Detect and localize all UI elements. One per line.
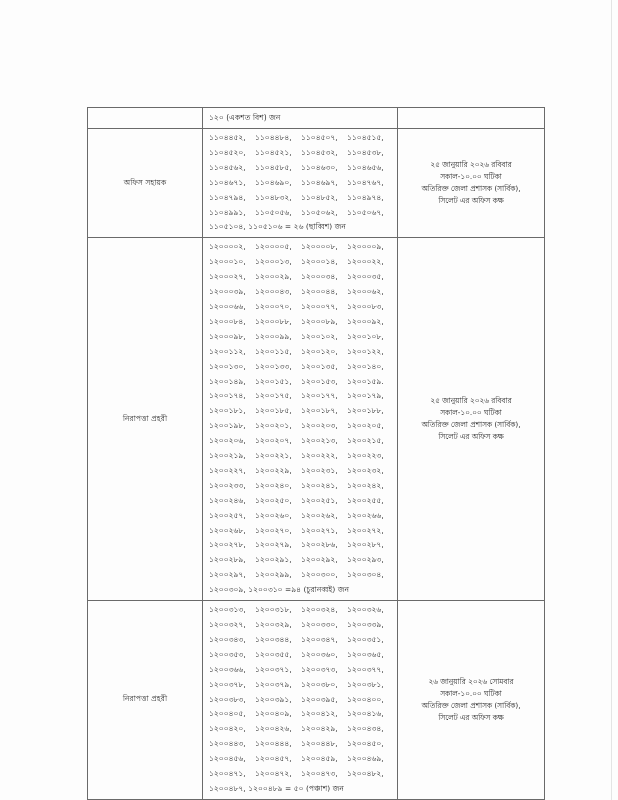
roll-number: ১২০০৩৬৬, — [209, 664, 246, 674]
carryover-row — [88, 108, 545, 129]
roll-total: ১১০৫১০৪, ১১০৫১০৬ = ২৬ (ছাব্বিশ) জন — [209, 222, 346, 232]
roll-number: ১১০৪৬৯৭, — [301, 177, 338, 187]
roll-number: ১২০০৪৫৬, — [209, 754, 246, 764]
roll-number: ১২০০১৭৯, — [347, 391, 384, 401]
post-section-row — [88, 601, 545, 800]
roll-number: ১২০০২৬২, — [301, 510, 338, 520]
roll-line — [209, 618, 394, 633]
roll-line — [209, 285, 394, 300]
roll-number: ১১০৪৭৯৪, — [209, 192, 246, 202]
exam-venue-cell — [398, 129, 545, 238]
roll-total-line — [209, 782, 394, 797]
roll-line — [209, 360, 394, 375]
roll-line — [209, 693, 394, 708]
roll-number: ১২০০৪০৫, — [209, 709, 246, 719]
roll-number: ১২০০৩২৬, — [347, 605, 384, 615]
roll-number: ১২০০৩০৪, — [347, 570, 384, 580]
roll-line — [209, 315, 394, 330]
roll-number: ১২০০০৭৭, — [301, 301, 338, 311]
roll-number: ১২০০২২৭, — [209, 465, 246, 475]
roll-line — [209, 404, 394, 419]
roll-line — [209, 752, 394, 767]
roll-number: ১২০০২৯৩, — [347, 555, 384, 565]
venue-line: সিলেট এর অফিস কক্ষ — [438, 432, 504, 442]
roll-number: ১১০৫০৬২, — [301, 207, 338, 217]
roll-total: ১২০০৩০৯, ১২০০৩১০ =৯৪ (চুরানব্বই) জন — [209, 585, 349, 595]
page-edge — [611, 0, 612, 800]
roll-number: ১২০০০৬২, — [347, 287, 384, 297]
roll-number: ১১০৫০৫৬, — [255, 207, 292, 217]
roll-line — [209, 345, 394, 360]
roll-line — [209, 722, 394, 737]
roll-number: ১২০০১২২, — [347, 346, 384, 356]
roll-number: ১২০০৪৬৯, — [347, 754, 384, 764]
roll-line — [209, 648, 394, 663]
roll-line — [209, 737, 394, 752]
roll-number: ১২০০১৮১, — [209, 406, 246, 416]
roll-number: ১২০০২৬৮, — [209, 525, 246, 535]
roll-line — [209, 255, 394, 270]
roll-number: ১২০০৩৬৫, — [347, 649, 384, 659]
roll-number: ১২০০২৫০, — [255, 495, 292, 505]
roll-number: ১২০০০০৯, — [347, 242, 384, 252]
roll-line — [209, 191, 394, 206]
carryover-total: ১২০ (একশত বিশ) জন — [203, 108, 398, 129]
venue-line: অতিরিক্ত জেলা প্রশাসক (সার্বিক), — [421, 420, 521, 430]
venue-line: সিলেট এর অফিস কক্ষ — [438, 712, 504, 722]
roll-number: ১২০০০৮৩, — [347, 301, 384, 311]
roll-line — [209, 509, 394, 524]
roll-number: ১১০৪৫৬২, — [209, 162, 246, 172]
roll-number: ১১০৪৪৮৪, — [255, 133, 292, 142]
roll-number: ১২০০২৪৬, — [209, 495, 246, 505]
exam-venue-cell — [398, 238, 545, 601]
roll-number: ১২০০৪৭১, — [209, 769, 246, 779]
roll-number: ১২০০৩৭৮, — [209, 679, 246, 689]
roll-number: ১২০০০১৪, — [301, 257, 338, 267]
roll-number: ১২০০০৯৯, — [255, 331, 292, 341]
roll-number: ১২০০২৩২, — [347, 465, 384, 475]
roll-number: ১২০০০২২, — [347, 257, 384, 267]
roll-number: ১২০০০৯৮, — [209, 331, 246, 341]
roll-number: ১২০০৩২৭, — [209, 620, 246, 629]
roll-number: ১২০০৪৫৯, — [301, 754, 338, 764]
roll-number: ১২০০১১২, — [209, 346, 246, 356]
roll-number: ১২০০০১৩, — [255, 257, 292, 267]
roll-number: ১২০০২৯৭, — [209, 570, 246, 580]
venue-line: সকাল-১০.০০ ঘটিকা — [440, 408, 502, 418]
roll-number: ১২০০৩৭৩, — [301, 664, 338, 674]
roll-number: ১২০০৩৮৩, — [209, 694, 246, 704]
post-name: অফিস সহায়ক — [88, 129, 203, 238]
roll-number: ১২০০০০৮, — [301, 242, 338, 252]
roll-number: ১২০০১৪০, — [347, 361, 384, 371]
roll-number: ১২০০৩৪৪, — [255, 634, 292, 644]
roll-number: ১২০০১২০, — [301, 346, 338, 356]
roll-number: ১১০৪৬৩০, — [301, 162, 338, 172]
roll-number: ১২০০৪৫৭, — [255, 754, 292, 764]
roll-number: ১২০০৩৩৯, — [347, 620, 384, 629]
roll-numbers-cell — [203, 601, 398, 800]
roll-number: ১২০০২৮৬, — [301, 540, 338, 550]
post-section-row — [88, 238, 545, 601]
roll-number: ১২০০২৮৭, — [347, 540, 384, 550]
roll-number: ১২০০০৩৯, — [209, 287, 246, 297]
roll-number: ১২০০২৩১, — [301, 465, 338, 475]
venue-line: অতিরিক্ত জেলা প্রশাসক (সার্বিক), — [421, 184, 521, 194]
roll-number: ১২০০৪৮২, — [347, 769, 384, 779]
roll-number: ১২০০২৭০, — [255, 525, 292, 535]
roll-number: ১২০০০৮৮, — [255, 316, 292, 326]
roll-line — [209, 568, 394, 583]
roll-line — [209, 633, 394, 648]
roll-number: ১২০০১৫৯. — [347, 376, 384, 386]
roll-number: ১২০০২৫৭, — [209, 510, 246, 520]
roll-number: ১২০০২৮৯, — [209, 555, 246, 565]
roll-number: ১২০০২৪১, — [301, 480, 338, 490]
roll-number: ১২০০২৭১, — [301, 525, 338, 535]
roll-line — [209, 206, 394, 221]
roll-number: ১২০০১৭৭, — [301, 391, 338, 401]
roll-line — [209, 300, 394, 315]
roll-line — [209, 603, 394, 618]
roll-number: ১১০৪৫১৫, — [347, 133, 384, 142]
roll-number: ১২০০২৯৯, — [255, 570, 292, 580]
roll-line — [209, 479, 394, 494]
roll-number: ১২০০৪১৬, — [347, 709, 384, 719]
roll-number: ১২০০১৪৯, — [209, 376, 246, 386]
roll-number: ১২০০৪৪৩, — [209, 739, 246, 749]
roll-number: ১২০০২০৩, — [301, 421, 338, 431]
roll-number: ১২০০২১৫, — [347, 436, 384, 446]
roll-number: ১১০৪৪৫২, — [209, 133, 246, 142]
roll-line — [209, 767, 394, 782]
roll-number: ১২০০২১৩, — [301, 436, 338, 446]
roll-number: ১২০০৩৪৭, — [301, 634, 338, 644]
roll-number: ১১০৪৫৮৫, — [255, 162, 292, 172]
roll-number: ১১০৪৫৩২, — [301, 147, 338, 157]
roll-number: ১২০০৪২৯, — [301, 724, 338, 734]
roll-line — [209, 176, 394, 191]
roll-number: ১২০০৩৫৩, — [209, 649, 246, 659]
roll-number: ১২০০১০৮, — [347, 331, 384, 341]
roll-number: ১২০০০৩৪, — [301, 272, 338, 282]
roll-number: ১১০৪৯৭৪, — [347, 192, 384, 202]
roll-number: ১২০০১৩৫, — [301, 361, 338, 371]
venue-line: অতিরিক্ত জেলা প্রশাসক (সার্বিক), — [421, 700, 521, 710]
roll-number: ১২০০৩৪৩, — [209, 634, 246, 644]
venue-line: ২৬ জানুয়ারি ২০২৬ সোমবার — [428, 676, 514, 686]
roll-number: ১১০৪৫২১, — [255, 147, 292, 157]
roll-number: ১২০০৩২৪, — [301, 605, 338, 615]
post-name: নিরাপত্তা প্রহরী — [88, 601, 203, 800]
roll-number: ১২০০২০৬, — [209, 436, 246, 446]
roll-number: ১২০০২৪০, — [255, 480, 292, 490]
roll-number: ১২০০২৬০, — [255, 510, 292, 520]
roll-number: ১২০০২৪২, — [347, 480, 384, 490]
roll-line — [209, 464, 394, 479]
roll-number: ১২০০৪০০, — [347, 694, 384, 704]
roll-line — [209, 146, 394, 161]
roll-number: ১২০০২৫১, — [301, 495, 338, 505]
roll-number: ১১০৪৮৩২, — [255, 192, 292, 202]
roll-line — [209, 678, 394, 693]
post-name: নিরাপত্তা প্রহরী — [88, 238, 203, 601]
roll-number: ১২০০৩৫৫, — [255, 649, 292, 659]
roll-number: ১২০০০৩৫, — [347, 272, 384, 282]
roll-number: ১২০০০২৯, — [255, 272, 292, 282]
roll-number: ১২০০২৭৮, — [209, 540, 246, 550]
roll-number-table — [87, 107, 545, 800]
roll-number: ১২০০৪৩৪, — [347, 724, 384, 734]
roll-number: ১২০০৩৮০, — [301, 679, 338, 689]
roll-number: ১২০০০৮৪, — [209, 316, 246, 326]
roll-number: ১২০০৪২৬, — [255, 724, 292, 734]
roll-line — [209, 375, 394, 390]
roll-number: ১২০০৪৭২, — [255, 769, 292, 779]
roll-number: ১২০০৪১২, — [301, 709, 338, 719]
roll-total: ১২০০৪৮৭, ১২০০৪৮৯ = ৫০ (পঞ্চাশ) জন — [209, 783, 344, 793]
venue-line: ২৫ জানুয়ারি ২০২৬ রবিবার — [430, 160, 512, 170]
roll-line — [209, 494, 394, 509]
roll-number: ১২০০২৩৩, — [209, 480, 246, 490]
roll-number: ১১০৪৫০৭, — [301, 133, 338, 142]
roll-number: ১২০০৪৪৪, — [255, 739, 292, 749]
roll-numbers-cell — [203, 238, 398, 601]
roll-number: ১২০০২৬৬, — [347, 510, 384, 520]
roll-line — [209, 524, 394, 539]
roll-number: ১২০০২২৩, — [347, 451, 384, 461]
roll-line — [209, 270, 394, 285]
roll-number: ১১০৪৫৩৮, — [347, 147, 384, 157]
venue-line: সিলেট এর অফিস কক্ষ — [438, 196, 504, 206]
roll-number: ১২০০০৪৪, — [301, 287, 338, 297]
roll-number: ১২০০০১০, — [209, 257, 246, 267]
roll-number: ১২০০৩৬০, — [301, 649, 338, 659]
roll-number: ১২০০২৫৫, — [347, 495, 384, 505]
roll-number: ১২০০৩৭১, — [255, 664, 292, 674]
roll-number: ১১০৪৬৭১, — [209, 177, 246, 187]
roll-number: ১২০০১৯৮, — [209, 421, 246, 431]
roll-number: ১২০০৪৭৩, — [301, 769, 338, 779]
roll-number: ১২০০২৭২, — [347, 525, 384, 535]
roll-number: ১১০৪৫২০, — [209, 147, 246, 157]
roll-number: ১২০০৩৩০, — [301, 620, 338, 629]
roll-number: ১২০০২০৫, — [347, 421, 384, 431]
roll-number: ১২০০১৩০, — [209, 361, 246, 371]
roll-number: ১২০০০৪৩, — [255, 287, 292, 297]
roll-number: ১২০০৪২০, — [209, 724, 246, 734]
roll-number: ১২০০১৮৭, — [301, 406, 338, 416]
roll-number: ১২০০১১৫, — [255, 346, 292, 356]
roll-number: ১১০৪৬৯০, — [255, 177, 292, 187]
roll-number: ১২০০১৭৪, — [209, 391, 246, 401]
roll-line — [209, 330, 394, 345]
roll-number: ১২০০১৭৫, — [255, 391, 292, 401]
carryover-venue-cell — [398, 108, 545, 129]
roll-number: ১২০০৩১৩, — [209, 605, 246, 615]
roll-number: ১২০০২২১, — [255, 451, 292, 461]
post-section-row — [88, 129, 545, 238]
roll-number: ১১০৫০৬৭, — [347, 207, 384, 217]
roll-line — [209, 389, 394, 404]
roll-number: ১২০০২০১, — [255, 421, 292, 431]
venue-line: সকাল-১০.০০ ঘটিকা — [440, 172, 502, 182]
roll-number: ১২০০২১৯, — [209, 451, 246, 461]
roll-number: ১১০৪৯৯১, — [209, 207, 246, 217]
roll-number: ১২০০৩৯১, — [255, 694, 292, 704]
roll-number: ১২০০২৭৯, — [255, 540, 292, 550]
roll-line — [209, 419, 394, 434]
carryover-post-cell — [88, 108, 203, 129]
roll-number: ১২০০২৯২, — [301, 555, 338, 565]
roll-number: ১২০০০৭০, — [255, 301, 292, 311]
venue-line: সকাল-১০.০০ ঘটিকা — [440, 688, 502, 698]
roll-number: ১২০০২৯১, — [255, 555, 292, 565]
roll-number: ১১০৪৬৫৬, — [347, 162, 384, 172]
roll-number: ১২০০০৬৬, — [209, 301, 246, 311]
roll-number: ১২০০১৮৫, — [255, 406, 292, 416]
roll-number: ১২০০৩২৯, — [255, 620, 292, 629]
roll-number: ১২০০১৫১, — [255, 376, 292, 386]
roll-total-line — [209, 220, 394, 235]
roll-line — [209, 434, 394, 449]
roll-number: ১২০০৩১৮, — [255, 605, 292, 615]
roll-line — [209, 707, 394, 722]
roll-total-line — [209, 583, 394, 598]
roll-line — [209, 663, 394, 678]
roll-number: ১২০০১৮৮, — [347, 406, 384, 416]
roll-line — [209, 449, 394, 464]
roll-number: ১২০০৩৯৫, — [301, 694, 338, 704]
venue-line: ২৫ জানুয়ারি ২০২৬ রবিবার — [430, 396, 512, 406]
roll-number: ১২০০১৫৩, — [301, 376, 338, 386]
roll-line — [209, 538, 394, 553]
roll-number: ১২০০৪৫০, — [347, 739, 384, 749]
roll-number: ১২০০৩৫১, — [347, 634, 384, 644]
roll-number: ১১০৪৮৫২, — [301, 192, 338, 202]
roll-number: ১২০০০৯২, — [347, 316, 384, 326]
roll-number: ১২০০৩৭৭, — [347, 664, 384, 674]
roll-number: ১২০০১৩৩, — [255, 361, 292, 371]
roll-numbers-cell — [203, 129, 398, 238]
roll-number: ১২০০০৮৯, — [301, 316, 338, 326]
roll-number: ১১০৪৭৬৭, — [347, 177, 384, 187]
roll-number: ১২০০২২২, — [301, 451, 338, 461]
exam-venue-cell — [398, 601, 545, 800]
roll-number: ১২০০০২৭, — [209, 272, 246, 282]
roll-line — [209, 161, 394, 176]
roll-line — [209, 131, 394, 146]
roll-number: ১২০০৩৮১, — [347, 679, 384, 689]
roll-number: ১২০০০০২, — [209, 242, 246, 252]
roll-number: ১২০০৩০০, — [301, 570, 338, 580]
roll-number: ১২০০০০৫, — [255, 242, 292, 252]
roll-number: ১২০০১০২, — [301, 331, 338, 341]
roll-number: ১২০০২০৭, — [255, 436, 292, 446]
roll-line — [209, 240, 394, 255]
roll-number: ১২০০৪০৯, — [255, 709, 292, 719]
roll-number: ১২০০২২৯, — [255, 465, 292, 475]
roll-line — [209, 553, 394, 568]
roll-number: ১২০০৩৭৯, — [255, 679, 292, 689]
roll-number: ১২০০৪৪৮, — [301, 739, 338, 749]
